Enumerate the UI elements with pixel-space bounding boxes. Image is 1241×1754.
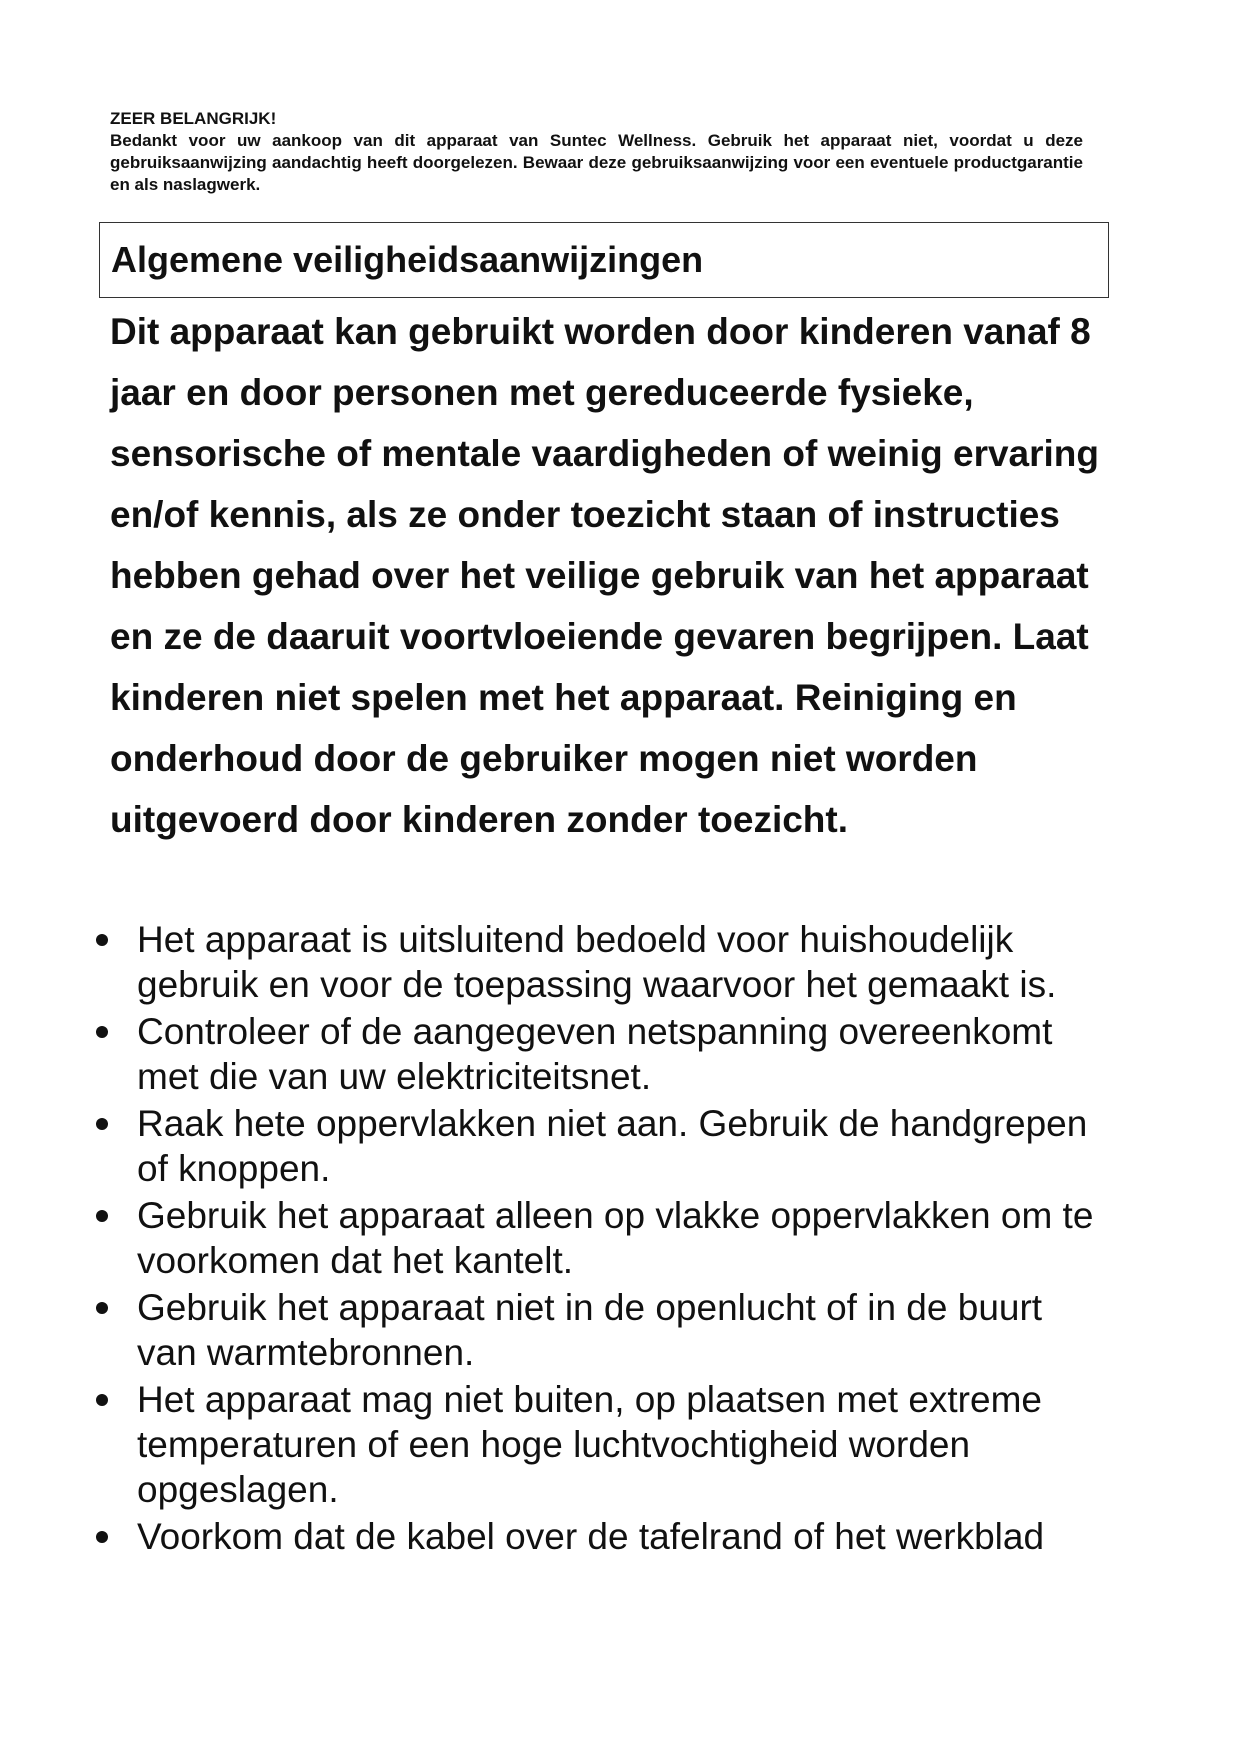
safety-instructions-list bbox=[0, 917, 1241, 1561]
bullet-icon bbox=[96, 1302, 108, 1314]
list-item bbox=[0, 1377, 1107, 1512]
list-item-text: Gebruik het apparaat alleen op vlakke oppervlakken om te voorkomen dat het kantelt. bbox=[137, 1195, 1094, 1281]
notice-body: Bedankt voor uw aankoop van dit apparaat van Suntec Wellness. Gebruik het apparaat niet, voordat u deze gebruiksaanwijzing aandachtig heeft doorgelezen. Bewaar deze gebruiksaanwijzing voor een eventuele productgarantie en als naslagwerk. bbox=[110, 131, 1083, 194]
list-item-text: Het apparaat is uitsluitend bedoeld voor huishoudelijk gebruik en voor de toepassing waarvoor het gemaakt is. bbox=[137, 919, 1057, 1005]
list-item bbox=[0, 1101, 1107, 1191]
list-item-text: Het apparaat mag niet buiten, op plaatsen met extreme temperaturen of een hoge luchtvochtigheid worden opgeslagen. bbox=[137, 1379, 1042, 1510]
list-item-text: Raak hete oppervlakken niet aan. Gebruik de handgrepen of knoppen. bbox=[137, 1103, 1088, 1189]
bullet-icon bbox=[96, 934, 108, 946]
important-notice bbox=[110, 108, 1083, 196]
list-item bbox=[0, 1009, 1107, 1099]
section-title: Algemene veiligheidsaanwijzingen bbox=[111, 239, 704, 280]
list-item-text: Gebruik het apparaat niet in de openlucht of in de buurt van warmtebronnen. bbox=[137, 1287, 1043, 1373]
bullet-icon bbox=[96, 1026, 108, 1038]
bullet-icon bbox=[96, 1531, 108, 1543]
list-item-text: Voorkom dat de kabel over de tafelrand of het werkblad bbox=[137, 1516, 1045, 1557]
bullet-icon bbox=[96, 1394, 108, 1406]
bullet-icon bbox=[96, 1210, 108, 1222]
list-item bbox=[0, 1193, 1107, 1283]
notice-title: ZEER BELANGRIJK! bbox=[110, 109, 277, 128]
section-heading-box bbox=[99, 222, 1109, 298]
list-item-text: Controleer of de aangegeven netspanning overeenkomt met die van uw elektriciteitsnet. bbox=[137, 1011, 1053, 1097]
children-safety-warning: Dit apparaat kan gebruikt worden door kinderen vanaf 8 jaar en door personen met gereduceerde fysieke, sensorische of mentale vaardigheden of weinig ervaring en/of kennis, als ze onder toezicht staan of instructies hebben gehad over het veilige gebruik van het apparaat en ze de daaruit voortvloeiende gevaren begrijpen. Laat kinderen niet spelen met het apparaat. Reiniging en onderhoud door de gebruiker mogen niet worden uitgevoerd door kinderen zonder toezicht. bbox=[110, 311, 1100, 840]
list-item bbox=[0, 1514, 1107, 1559]
list-item bbox=[0, 917, 1107, 1007]
list-item bbox=[0, 1285, 1107, 1375]
bullet-icon bbox=[96, 1118, 108, 1130]
